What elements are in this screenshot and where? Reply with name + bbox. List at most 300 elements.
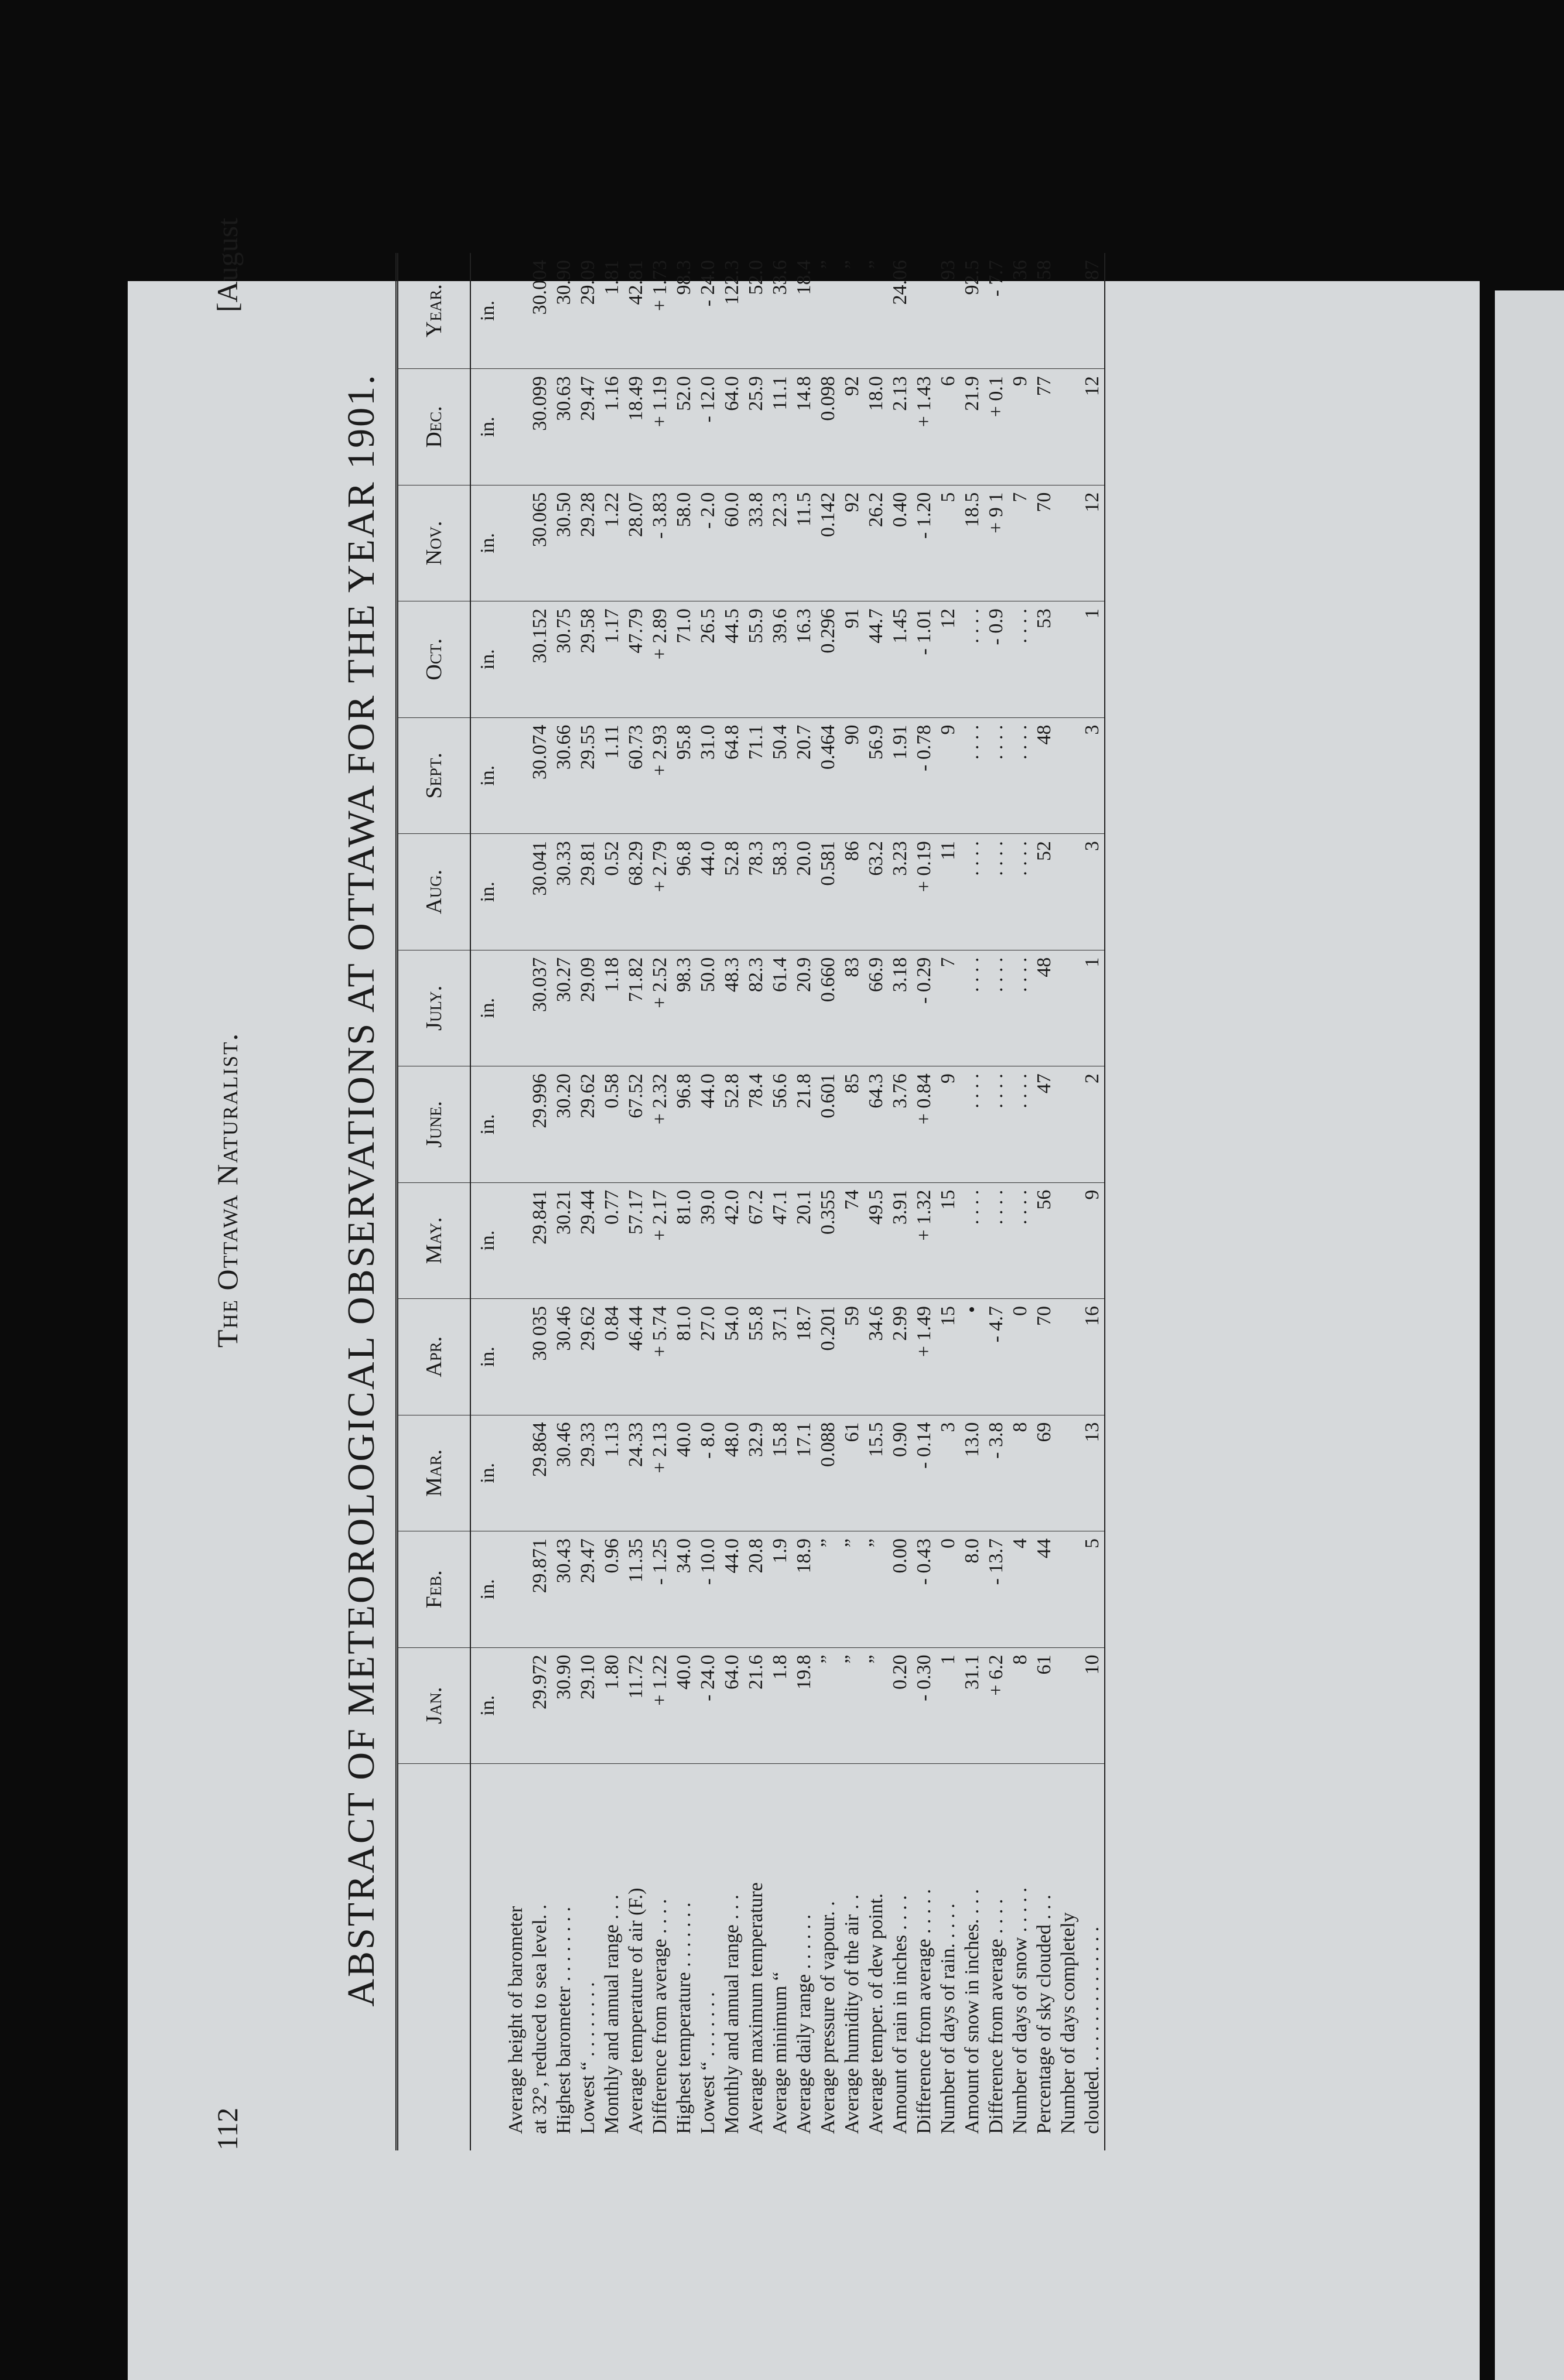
value-cell: . . . . <box>1008 601 1032 717</box>
value-cell: 37.1 <box>768 1299 792 1415</box>
value-cell: 96.8 <box>672 1066 696 1182</box>
value-cell: 1.91 <box>888 717 912 833</box>
value-cell: 5 <box>936 485 960 601</box>
value-cell: 44.5 <box>720 601 744 717</box>
value-cell: 55.8 <box>744 1299 768 1415</box>
value-cell: 20.1 <box>792 1182 816 1298</box>
value-cell: 29.09 <box>576 950 600 1066</box>
value-cell: 0.96 <box>600 1531 624 1647</box>
value-cell: - 3.8 <box>984 1415 1008 1531</box>
value-cell: . . . . <box>960 601 984 717</box>
value-cell: 30.43 <box>552 1531 576 1647</box>
value-cell: 56 <box>1032 1182 1056 1298</box>
value-cell: 54.0 <box>720 1299 744 1415</box>
value-cell: 29.972 <box>528 1647 552 1763</box>
value-cell: 44.0 <box>696 834 720 950</box>
value-cell <box>504 601 528 717</box>
value-cell: 64.0 <box>720 1647 744 1763</box>
value-cell: 67.2 <box>744 1182 768 1298</box>
table-row <box>840 253 864 2150</box>
value-cell: 2 <box>1080 1066 1105 1182</box>
value-cell: 8 <box>1008 1415 1032 1531</box>
header-row <box>397 253 471 2150</box>
value-cell <box>504 1531 528 1647</box>
value-cell: 11 <box>936 834 960 950</box>
value-cell: 0.660 <box>816 950 840 1066</box>
row-label: Highest barometer . . . . . . . . <box>553 1906 575 2134</box>
value-cell: - 0.29 <box>912 950 936 1066</box>
row-label: Average maximum temperature <box>745 1882 767 2134</box>
value-cell: 52.0 <box>744 253 768 369</box>
row-label: Average temperature of air (F.) <box>625 1887 647 2134</box>
value-cell: 85 <box>840 1066 864 1182</box>
value-cell: - 24.0 <box>696 253 720 369</box>
value-cell: 30.065 <box>528 485 552 601</box>
value-cell <box>1056 369 1080 485</box>
row-label: at 32°, reduced to sea level. . <box>529 1904 551 2134</box>
value-cell: + 1.49 <box>912 1299 936 1415</box>
row-label: Number of days of rain. . . . . <box>937 1903 959 2134</box>
value-cell: 93 <box>936 253 960 369</box>
value-cell <box>1056 485 1080 601</box>
value-cell: + 2.13 <box>648 1415 672 1531</box>
value-cell: 12 <box>936 601 960 717</box>
value-cell: 8 <box>1008 1647 1032 1763</box>
value-cell: 33.6 <box>768 253 792 369</box>
value-cell: . . . . <box>984 1066 1008 1182</box>
value-cell: ” <box>816 1531 840 1647</box>
column-header: Dec. <box>397 369 471 485</box>
value-cell <box>912 253 936 369</box>
value-cell: 67.52 <box>624 1066 648 1182</box>
value-cell: - 0.14 <box>912 1415 936 1531</box>
value-cell <box>504 1182 528 1298</box>
value-cell: 1 <box>936 1647 960 1763</box>
value-cell: 30.75 <box>552 601 576 717</box>
value-cell: 57.17 <box>624 1182 648 1298</box>
value-cell: + 2.32 <box>648 1066 672 1182</box>
value-cell: + 9 1 <box>984 485 1008 601</box>
value-cell: 74 <box>840 1182 864 1298</box>
value-cell: • <box>960 1299 984 1415</box>
row-label: Average humidity of the air . . <box>841 1894 863 2134</box>
value-cell: 0.581 <box>816 834 840 950</box>
table-row <box>792 253 816 2150</box>
next-page-edge <box>1495 290 1564 2380</box>
value-cell: 6 <box>936 369 960 485</box>
value-cell: 10 <box>1080 1647 1105 1763</box>
value-cell: 40.0 <box>672 1647 696 1763</box>
value-cell: . . . . <box>960 834 984 950</box>
value-cell: 26.5 <box>696 601 720 717</box>
page-number: 112 <box>211 2107 244 2150</box>
unit-cell: in. <box>470 950 504 1066</box>
row-label: Lowest “ . . . . . . . <box>697 1992 719 2134</box>
column-header: Aug. <box>397 834 471 950</box>
value-cell: 26.2 <box>864 485 888 601</box>
value-cell: 2.13 <box>888 369 912 485</box>
value-cell: 3.91 <box>888 1182 912 1298</box>
value-cell: 18.0 <box>864 369 888 485</box>
table-row <box>1008 253 1032 2150</box>
value-cell: 21.9 <box>960 369 984 485</box>
value-cell: 29.28 <box>576 485 600 601</box>
row-label: Lowest “ . . . . . . . . <box>577 1982 599 2134</box>
value-cell: 0.58 <box>600 1066 624 1182</box>
value-cell: 0.00 <box>888 1531 912 1647</box>
row-label: Average minimum “ <box>769 1972 791 2134</box>
value-cell: 1.11 <box>600 717 624 833</box>
value-cell: 98.3 <box>672 253 696 369</box>
value-cell: 29.33 <box>576 1415 600 1531</box>
value-cell: 11.35 <box>624 1531 648 1647</box>
row-label: Average pressure of vapour. . <box>817 1901 839 2134</box>
value-cell: - 0.43 <box>912 1531 936 1647</box>
value-cell: 25.9 <box>744 369 768 485</box>
running-head <box>210 206 257 2174</box>
value-cell: 0.464 <box>816 717 840 833</box>
table-row <box>864 253 888 2150</box>
value-cell: 21.6 <box>744 1647 768 1763</box>
value-cell: 1.80 <box>600 1647 624 1763</box>
value-cell: 29.841 <box>528 1182 552 1298</box>
value-cell: 30.21 <box>552 1182 576 1298</box>
value-cell: 48.3 <box>720 950 744 1066</box>
value-cell: 0.142 <box>816 485 840 601</box>
table-row <box>744 253 768 2150</box>
value-cell: 13 <box>1080 1415 1105 1531</box>
table-row <box>528 253 552 2150</box>
value-cell: 16.3 <box>792 601 816 717</box>
row-label: Number of days completely <box>1057 1912 1079 2134</box>
value-cell: 78.3 <box>744 834 768 950</box>
value-cell: 18.4 <box>792 253 816 369</box>
value-cell <box>504 253 528 369</box>
value-cell: 18.7 <box>792 1299 816 1415</box>
value-cell: 56.9 <box>864 717 888 833</box>
value-cell: 7 <box>936 950 960 1066</box>
value-cell: 52.0 <box>672 369 696 485</box>
value-cell: . . . . <box>1008 1066 1032 1182</box>
value-cell: 0.355 <box>816 1182 840 1298</box>
value-cell: 81.0 <box>672 1299 696 1415</box>
value-cell: 1.17 <box>600 601 624 717</box>
value-cell: - 1.01 <box>912 601 936 717</box>
value-cell: 2.99 <box>888 1299 912 1415</box>
value-cell <box>504 1066 528 1182</box>
value-cell: 95.8 <box>672 717 696 833</box>
value-cell: 56.6 <box>768 1066 792 1182</box>
value-cell: 0.77 <box>600 1182 624 1298</box>
column-header: June. <box>397 1066 471 1182</box>
value-cell <box>504 369 528 485</box>
table-row <box>936 253 960 2150</box>
value-cell: . . . . <box>984 1182 1008 1298</box>
value-cell <box>504 1647 528 1763</box>
unit-cell: in. <box>470 253 504 369</box>
value-cell: + 2.93 <box>648 717 672 833</box>
value-cell: 3 <box>1080 834 1105 950</box>
value-cell: 20.0 <box>792 834 816 950</box>
unit-cell: in. <box>470 1531 504 1647</box>
value-cell: . . . . <box>960 717 984 833</box>
value-cell: + 0.84 <box>912 1066 936 1182</box>
value-cell: . . . . <box>960 950 984 1066</box>
value-cell: 66.9 <box>864 950 888 1066</box>
value-cell: 18.9 <box>792 1531 816 1647</box>
journal-title: The Ottawa Naturalist. <box>211 1032 244 1348</box>
value-cell: + 2.17 <box>648 1182 672 1298</box>
table-row <box>552 253 576 2150</box>
meteorological-table <box>395 253 1105 2150</box>
value-cell: - 13.7 <box>984 1531 1008 1647</box>
value-cell: - 7.7 <box>984 253 1008 369</box>
value-cell: 60.0 <box>720 485 744 601</box>
value-cell: 0.20 <box>888 1647 912 1763</box>
value-cell: 61.4 <box>768 950 792 1066</box>
unit-cell: in. <box>470 1182 504 1298</box>
row-label: Average height of barometer <box>505 1906 527 2134</box>
value-cell: 0.40 <box>888 485 912 601</box>
value-cell: - 24.0 <box>696 1647 720 1763</box>
value-cell: 122.3 <box>720 253 744 369</box>
value-cell: 0.90 <box>888 1415 912 1531</box>
value-cell: 20.7 <box>792 717 816 833</box>
value-cell: 39.0 <box>696 1182 720 1298</box>
value-cell: 30.27 <box>552 950 576 1066</box>
value-cell: 78.4 <box>744 1066 768 1182</box>
value-cell: 90 <box>840 717 864 833</box>
column-header: Oct. <box>397 601 471 717</box>
value-cell: 30.152 <box>528 601 552 717</box>
value-cell: 30.20 <box>552 1066 576 1182</box>
value-cell: 0 <box>936 1531 960 1647</box>
column-header: Apr. <box>397 1299 471 1415</box>
value-cell: - 0.30 <box>912 1647 936 1763</box>
value-cell: 81.0 <box>672 1182 696 1298</box>
value-cell: ” <box>840 1531 864 1647</box>
value-cell: 1.45 <box>888 601 912 717</box>
value-cell: + 1.32 <box>912 1182 936 1298</box>
value-cell: 12 <box>1080 369 1105 485</box>
value-cell <box>1056 717 1080 833</box>
value-cell: 39.6 <box>768 601 792 717</box>
value-cell: 70 <box>1032 485 1056 601</box>
value-cell <box>504 717 528 833</box>
value-cell: 3.76 <box>888 1066 912 1182</box>
value-cell <box>1056 834 1080 950</box>
value-cell: 30 035 <box>528 1299 552 1415</box>
column-header: Jan. <box>397 1647 471 1763</box>
value-cell: 0 <box>1008 1299 1032 1415</box>
table-row <box>912 253 936 2150</box>
units-row <box>470 253 504 2150</box>
value-cell: 59 <box>840 1299 864 1415</box>
value-cell: 32.9 <box>744 1415 768 1531</box>
value-cell: 52 <box>1032 834 1056 950</box>
value-cell: + 0.19 <box>912 834 936 950</box>
value-cell: - 1.25 <box>648 1531 672 1647</box>
value-cell: 60.73 <box>624 717 648 833</box>
value-cell: 44.0 <box>720 1531 744 1647</box>
column-header: May. <box>397 1182 471 1298</box>
value-cell: . . . . <box>1008 834 1032 950</box>
value-cell: 42.0 <box>720 1182 744 1298</box>
value-cell: 0.201 <box>816 1299 840 1415</box>
value-cell: . . . . <box>960 1182 984 1298</box>
column-header: Mar. <box>397 1415 471 1531</box>
value-cell: 71.82 <box>624 950 648 1066</box>
value-cell <box>504 950 528 1066</box>
value-cell: ” <box>816 253 840 369</box>
value-cell: 55.9 <box>744 601 768 717</box>
table-row <box>816 253 840 2150</box>
value-cell: 44 <box>1032 1531 1056 1647</box>
value-cell: 27.0 <box>696 1299 720 1415</box>
value-cell: + 1.19 <box>648 369 672 485</box>
unit-cell: in. <box>470 834 504 950</box>
unit-cell: in. <box>470 1299 504 1415</box>
value-cell: . . . . <box>1008 950 1032 1066</box>
header-label-cell <box>397 1764 471 2151</box>
value-cell: 30.041 <box>528 834 552 950</box>
value-cell: 21.8 <box>792 1066 816 1182</box>
value-cell: 92 <box>840 485 864 601</box>
value-cell: 31.0 <box>696 717 720 833</box>
value-cell: 22.3 <box>768 485 792 601</box>
value-cell: - 3.83 <box>648 485 672 601</box>
value-cell: 0.098 <box>816 369 840 485</box>
value-cell: 29.47 <box>576 369 600 485</box>
value-cell: 30.33 <box>552 834 576 950</box>
column-header: Feb. <box>397 1531 471 1647</box>
value-cell: 50.0 <box>696 950 720 1066</box>
value-cell: 20.8 <box>744 1531 768 1647</box>
value-cell: 40.0 <box>672 1415 696 1531</box>
table-row <box>1032 253 1056 2150</box>
value-cell: 82.3 <box>744 950 768 1066</box>
column-header: Nov. <box>397 485 471 601</box>
table-row <box>720 253 744 2150</box>
value-cell: 29.44 <box>576 1182 600 1298</box>
value-cell: 29.864 <box>528 1415 552 1531</box>
value-cell: 47 <box>1032 1066 1056 1182</box>
value-cell <box>1056 253 1080 369</box>
value-cell: ” <box>840 253 864 369</box>
value-cell: . . . . <box>1008 717 1032 833</box>
value-cell: 11.1 <box>768 369 792 485</box>
row-label: Difference from average . . . . <box>649 1899 671 2134</box>
row-label: Amount of rain in inches . . . . <box>889 1895 911 2134</box>
value-cell: + 2.52 <box>648 950 672 1066</box>
value-cell: 1.22 <box>600 485 624 601</box>
value-cell: 48.0 <box>720 1415 744 1531</box>
value-cell: 68.29 <box>624 834 648 950</box>
value-cell: 58.3 <box>768 834 792 950</box>
row-label: clouded. . . . . . . . . . . . . . . <box>1081 1926 1103 2134</box>
value-cell: + 0.1 <box>984 369 1008 485</box>
value-cell: 44.0 <box>696 1066 720 1182</box>
value-cell: - 0.9 <box>984 601 1008 717</box>
value-cell: 18.49 <box>624 369 648 485</box>
value-cell: 34.6 <box>864 1299 888 1415</box>
value-cell: 1.18 <box>600 950 624 1066</box>
value-cell: - 1.20 <box>912 485 936 601</box>
value-cell: 44.7 <box>864 601 888 717</box>
value-cell: 92 <box>840 369 864 485</box>
value-cell: 50.4 <box>768 717 792 833</box>
row-label: Difference from average . . . . <box>985 1899 1007 2134</box>
value-cell: . . . . <box>1008 1182 1032 1298</box>
value-cell: 30.66 <box>552 717 576 833</box>
value-cell: 30.50 <box>552 485 576 601</box>
value-cell: 20.9 <box>792 950 816 1066</box>
value-cell: 3.18 <box>888 950 912 1066</box>
value-cell: 29.62 <box>576 1299 600 1415</box>
value-cell: + 1.43 <box>912 369 936 485</box>
value-cell: 16 <box>1080 1299 1105 1415</box>
value-cell: 0.52 <box>600 834 624 950</box>
value-cell: 9 <box>936 1066 960 1182</box>
value-cell: 30.099 <box>528 369 552 485</box>
value-cell: 47.79 <box>624 601 648 717</box>
table-row <box>504 253 528 2150</box>
value-cell: 30.004 <box>528 253 552 369</box>
value-cell: 64.8 <box>720 717 744 833</box>
value-cell: 77 <box>1032 369 1056 485</box>
value-cell: 0.84 <box>600 1299 624 1415</box>
unit-cell: in. <box>470 369 504 485</box>
value-cell: ” <box>816 1647 840 1763</box>
value-cell: 3 <box>1080 717 1105 833</box>
value-cell <box>1056 1066 1080 1182</box>
value-cell: 14.8 <box>792 369 816 485</box>
value-cell: 48 <box>1032 717 1056 833</box>
row-label: Monthly and annual range . . . <box>601 1895 623 2134</box>
column-header: July. <box>397 950 471 1066</box>
value-cell: 92.5 <box>960 253 984 369</box>
value-cell: 29.871 <box>528 1531 552 1647</box>
row-label: Difference from average . . . . . <box>913 1889 935 2134</box>
value-cell: 52.8 <box>720 834 744 950</box>
value-cell: + 6.2 <box>984 1647 1008 1763</box>
value-cell: 29.47 <box>576 1531 600 1647</box>
value-cell: 70 <box>1032 1299 1056 1415</box>
value-cell: 9 <box>1080 1182 1105 1298</box>
value-cell <box>1056 1299 1080 1415</box>
value-cell: 29.58 <box>576 601 600 717</box>
value-cell: 15 <box>936 1299 960 1415</box>
value-cell: 58 <box>1032 253 1056 369</box>
value-cell <box>504 1415 528 1531</box>
value-cell: 11.5 <box>792 485 816 601</box>
value-cell: ” <box>864 1647 888 1763</box>
value-cell: 30.46 <box>552 1415 576 1531</box>
table-row <box>1056 253 1080 2150</box>
table-row <box>888 253 912 2150</box>
table-row <box>624 253 648 2150</box>
row-label: Percentage of sky clouded . . . <box>1033 1895 1055 2134</box>
row-label: Average daily range . . . . . . <box>793 1914 815 2134</box>
value-cell: 0.088 <box>816 1415 840 1531</box>
units-label-cell <box>470 1764 504 2151</box>
value-cell <box>1056 1182 1080 1298</box>
value-cell: 1.13 <box>600 1415 624 1531</box>
unit-cell: in. <box>470 717 504 833</box>
unit-cell: in. <box>470 485 504 601</box>
value-cell: 58.0 <box>672 485 696 601</box>
value-cell: 18.5 <box>960 485 984 601</box>
